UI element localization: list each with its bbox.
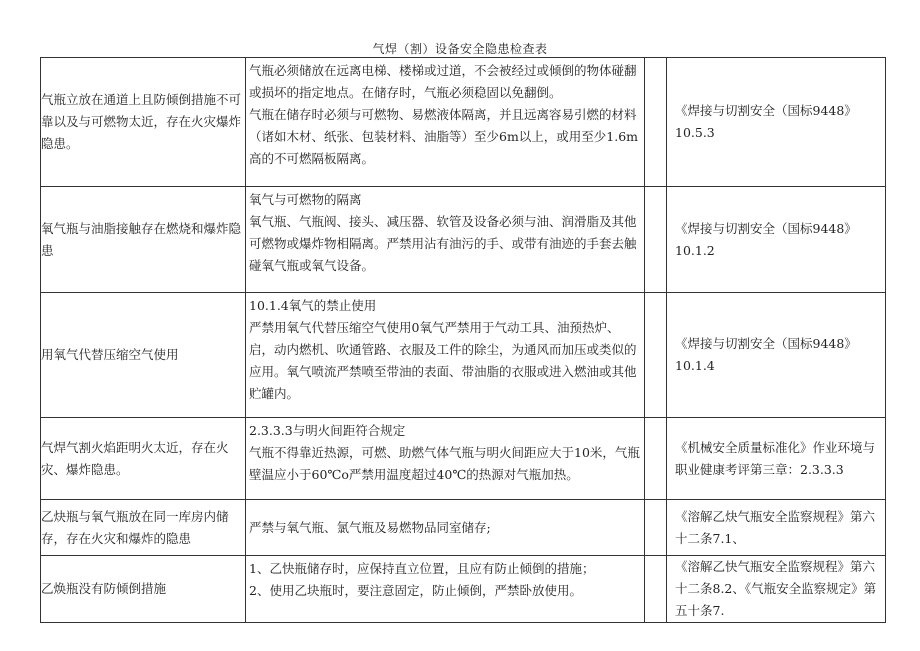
requirement-cell [246, 293, 645, 418]
requirement-cell [246, 58, 645, 187]
hazard-cell: 气焊气割火焰距明火太近，存在火灾、爆炸隐患。 [41, 418, 246, 500]
requirement-text: 10.1.4氧气的禁止使用 [249, 298, 377, 313]
table-row [41, 500, 886, 556]
requirement-cell [246, 187, 645, 293]
table-row [41, 293, 886, 418]
spacer-cell [645, 418, 667, 500]
requirement-text: 氧气与可燃物的隔离 [249, 192, 362, 207]
requirement-text: 1、乙快瓶储存时，应保持直立位置，且应有防止倾倒的措施； [249, 561, 595, 576]
table-row [41, 556, 886, 623]
spacer-cell [645, 293, 667, 418]
hazard-checklist-table [40, 57, 886, 623]
table-row [41, 58, 886, 187]
requirement-text: 2.3.3.3与明火间距符合规定 [249, 423, 406, 438]
requirement-text: 氧气瓶、气瓶阀、接头、减压器、软管及设备必须与油、润滑脂及其他可燃物或爆炸物相隔离。严禁用沾有油污的手、或带有油迹的手套去触碰氧气瓶或氧气设备。 [249, 214, 637, 273]
requirement-text: 2、使用乙块瓶时，要注意固定，防止倾倒，严禁卧放使用。 [249, 583, 582, 598]
hazard-cell: 乙焕瓶没有防倾倒措施 [41, 556, 246, 623]
hazard-cell: 用氧气代替压缩空气使用 [41, 293, 246, 418]
reference-cell: 《溶解乙炔气瓶安全监察规程》第六十二条7.1、 [667, 500, 886, 556]
hazard-cell: 氧气瓶与油脂接触存在燃烧和爆炸隐患 [41, 187, 246, 293]
table-row [41, 418, 886, 500]
requirement-text: 气瓶在储存时必须与可燃物、易燃液体隔离，并且远离容易引燃的材料（诸如木材、纸张、包装材料、油脂等）至少6m以上，或用至少1.6m高的不可燃隔板隔离。 [249, 107, 639, 166]
reference-cell: 《溶解乙快气瓶安全监察规程》第六十二条8.2、《气瓶安全监察规定》第五十条7. [667, 556, 886, 623]
requirement-text: 气瓶必须储放在远离电梯、楼梯或过道，不会被经过或倾倒的物体碰翻或损坏的指定地点。在储存时，气瓶必须稳固以免翻倒。 [249, 63, 637, 100]
requirement-text: 严禁用氧气代替压缩空气使用0氧气严禁用于气动工具、油预热炉、启，动内燃机、吹通管路、衣服及工件的除尘，为通风而加压或类似的应用。氧气喷流严禁喷至带油的表面、带油脂的衣服或进入燃油或其他贮罐内。 [249, 320, 637, 401]
reference-cell: 《焊接与切割安全（国标9448》10.5.3 [667, 58, 886, 187]
reference-cell: 《机械安全质量标准化》作业环境与职业健康考评第三章：2.3.3.3 [667, 418, 886, 500]
hazard-cell: 乙炔瓶与氧气瓶放在同一库房内储存，存在火灾和爆炸的隐患 [41, 500, 246, 556]
spacer-cell [645, 187, 667, 293]
reference-cell: 《焊接与切割安全（国标9448》10.1.2 [667, 187, 886, 293]
reference-cell: 《焊接与切割安全（国标9448》10.1.4 [667, 293, 886, 418]
table-row [41, 187, 886, 293]
page-title: 气焊（割）设备安全隐患检查表 [372, 42, 548, 56]
requirement-text: 气瓶不得靠近热源，可燃、助燃气体气瓶与明火间距应大于10米，气瓶壁温应小于60℃o严禁用温度超过40℃的热源对气瓶加热。 [249, 445, 640, 482]
requirement-cell [246, 418, 645, 500]
spacer-cell [645, 500, 667, 556]
hazard-cell: 气瓶立放在通道上且防倾倒措施不可靠以及与可燃物太近，存在火灾爆炸隐患。 [41, 58, 246, 187]
requirement-cell [246, 500, 645, 556]
spacer-cell [645, 556, 667, 623]
requirement-cell [246, 556, 645, 623]
requirement-text: 严禁与氧气瓶、氯气瓶及易燃物品同室储存; [249, 519, 491, 535]
spacer-cell [645, 58, 667, 187]
